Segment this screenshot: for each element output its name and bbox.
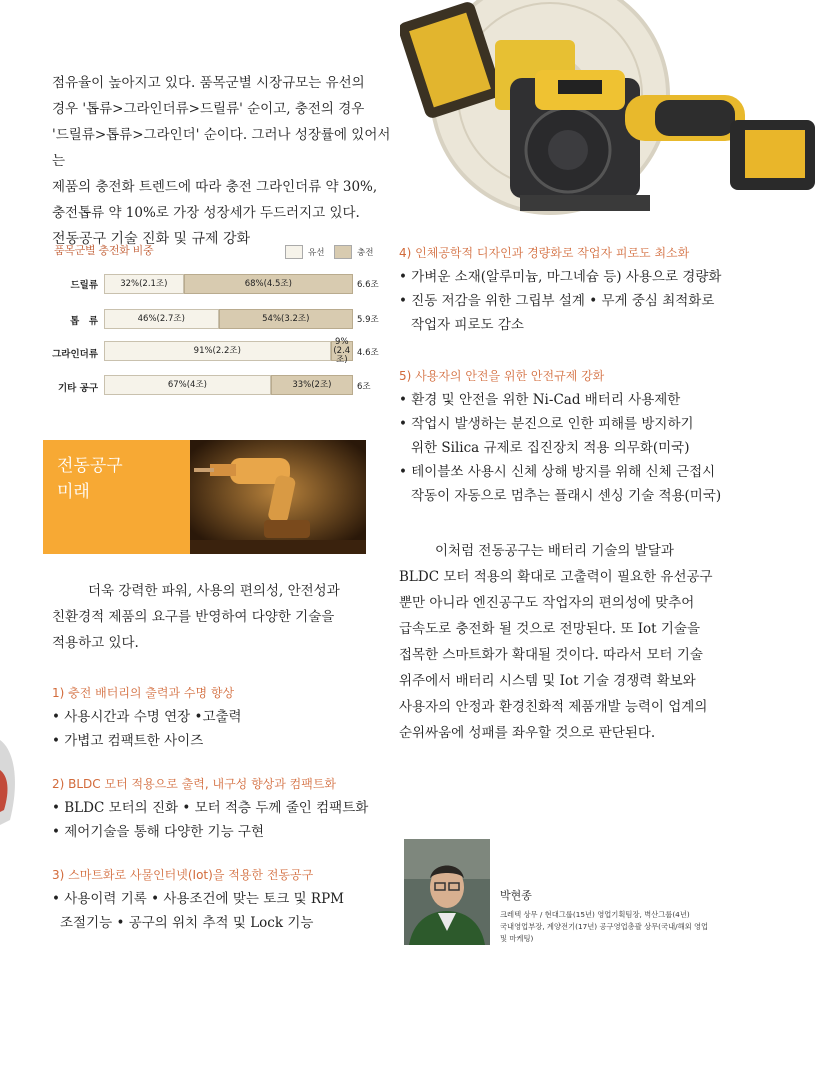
author-desc-line: 크레텍 상무 / 현대그룹(15년) 영업기획팀장, 벽산그룹(4년)	[500, 910, 690, 919]
bar-segment-cordless	[184, 274, 353, 294]
bullet-item: 작동이 자동으로 멈추는 플래시 센싱 기술 적용(미국)	[411, 488, 722, 504]
bar-sublabel: (2.4조)	[333, 345, 351, 365]
right-column	[399, 244, 729, 746]
author-name: 박현종	[500, 889, 532, 902]
intro-line: 충전톱류 약 10%로 가장 성장세가 두드러지고 있다.	[52, 205, 360, 221]
row-total: 5.9조	[357, 315, 379, 325]
row-label: 기타 공구	[57, 383, 98, 394]
row-total: 4.6조	[357, 348, 379, 358]
bar-label: 9%	[335, 336, 349, 347]
bar-segment-cordless	[271, 375, 353, 395]
bar-segment-wired	[104, 341, 331, 361]
legend-wired	[285, 245, 324, 259]
legend-label-wired: 유선	[308, 248, 325, 258]
conclusion-line: 위주에서 배터리 시스템 및 Iot 기술 경쟁력 확보와	[399, 673, 696, 689]
banner-title	[57, 453, 123, 505]
bullet-item: • 작업시 발생하는 분진으로 인한 피해를 방지하기	[399, 416, 694, 432]
row-label: 톱 류	[70, 316, 98, 327]
banner-title-line: 미래	[57, 482, 90, 502]
bullet-item: 위한 Silica 규제로 집진장치 적용 의무화(미국)	[411, 440, 690, 456]
chart-title: 품목군별 충전화 비중	[54, 244, 154, 257]
author-desc-line: 및 마케팅)	[500, 934, 534, 943]
drill-photo	[190, 440, 366, 554]
section-heading: 4) 인체공학적 디자인과 경량화로 작업자 피로도 최소화	[399, 246, 690, 260]
intro-line: 제품의 충전화 트렌드에 따라 충전 그라인더류 약 30%,	[52, 179, 378, 195]
conclusion-line: BLDC 모터 적용의 확대로 고출력이 필요한 유선공구	[399, 569, 713, 585]
conclusion-line: 접목한 스마트화가 확대될 것이다. 따라서 모터 기술	[399, 647, 703, 663]
legend-swatch-cordless	[334, 245, 352, 259]
left-paragraph-line: 친환경적 제품의 요구를 반영하여 다양한 기술을	[52, 609, 335, 625]
author-desc-line: 국내영업부장, 계양전기(17년) 공구영업총괄 상무(국내/해외 영업	[500, 922, 709, 931]
legend-cordless	[334, 245, 373, 259]
intro-line: 경우 '톱류>그라인더류>드릴류' 순이고, 충전의 경우	[52, 101, 365, 117]
author-photo	[404, 839, 490, 945]
bar-label: 33%(2조)	[292, 379, 332, 390]
bar-label: 68%(4.5조)	[244, 278, 292, 289]
bullet-item: • 사용시간과 수명 연장 •고출력	[52, 709, 242, 725]
bullet-item: • 사용이력 기록 • 사용조건에 맞는 토크 및 RPM	[52, 891, 344, 907]
edge-decoration	[0, 730, 20, 830]
bar-segment-cordless	[331, 336, 353, 365]
legend-label-cordless: 충전	[357, 248, 374, 258]
left-column	[52, 578, 382, 935]
bullet-item: • 진동 저감을 위한 그립부 설계 • 무게 중심 최적화로	[399, 293, 715, 309]
author-description	[500, 909, 730, 945]
bar-row	[104, 375, 353, 395]
bullet-item: • 가볍고 컴팩트한 사이즈	[52, 733, 204, 749]
bar-row	[104, 336, 353, 365]
bullet-item: • 테이블쏘 사용시 신체 상해 방지를 위해 신체 근접시	[399, 464, 716, 480]
intro-line: '드릴류>톱류>그라인더' 순이다. 그러나 성장률에 있어서는	[52, 127, 391, 169]
conclusion-line: 이처럼 전동공구는 배터리 기술의 발달과	[435, 543, 674, 559]
intro-subheading: 전동공구 기술 진화 및 규제 강화	[52, 231, 251, 247]
bar-segment-cordless	[219, 309, 353, 329]
section-heading: 3) 스마트화로 사물인터넷(Iot)을 적용한 전동공구	[52, 868, 314, 882]
bar-segment-wired	[104, 274, 184, 294]
conclusion-line: 뿐만 아니라 엔진공구도 작업자의 편의성에 맞추어	[399, 595, 695, 611]
bullet-item: 조절기능 • 공구의 위치 추적 및 Lock 기능	[60, 915, 314, 931]
intro-paragraph	[52, 70, 397, 252]
row-total: 6조	[357, 382, 371, 392]
bar-label: 32%(2.1조)	[120, 278, 168, 289]
bullet-item: • BLDC 모터의 진화 • 모터 적층 두께 줄인 컴팩트화	[52, 800, 369, 816]
intro-line: 점유율이 높아지고 있다. 품목군별 시장규모는 유선의	[52, 75, 365, 91]
banner-title-line: 전동공구	[57, 456, 123, 476]
bar-label: 54%(3.2조)	[262, 313, 310, 324]
bar-segment-wired	[104, 309, 219, 329]
section-heading: 2) BLDC 모터 적용으로 출력, 내구성 향상과 컴팩트화	[52, 777, 337, 791]
conclusion-line: 급속도로 충전화 될 것으로 전망된다. 또 Iot 기술을	[399, 621, 700, 637]
row-label: 드릴류	[70, 280, 98, 291]
bullet-item: • 제어기술을 통해 다양한 기능 구현	[52, 824, 264, 840]
section-heading: 5) 사용자의 안전을 위한 안전규제 강화	[399, 369, 605, 383]
power-tool-photo	[400, 0, 821, 235]
banner-label-box	[43, 440, 190, 554]
bullet-item: 작업자 피로도 감소	[411, 317, 524, 333]
left-paragraph-line: 더욱 강력한 파워, 사용의 편의성, 안전성과	[88, 583, 340, 599]
left-paragraph-line: 적용하고 있다.	[52, 635, 139, 651]
row-label: 그라인더류	[52, 349, 98, 360]
legend-swatch-wired	[285, 245, 303, 259]
bullet-item: • 가벼운 소재(알루미늄, 마그네슘 등) 사용으로 경량화	[399, 269, 722, 285]
bar-row	[104, 309, 353, 329]
conclusion-line: 순위싸움에 성패를 좌우할 것으로 판단된다.	[399, 725, 656, 741]
bullet-item: • 환경 및 안전을 위한 Ni-Cad 배터리 사용제한	[399, 392, 681, 408]
bar-label: 91%(2.2조)	[193, 345, 241, 356]
bar-segment-wired	[104, 375, 271, 395]
bar-label: 67%(4조)	[167, 379, 207, 390]
section-heading: 1) 충전 배터리의 출력과 수명 향상	[52, 686, 235, 700]
bar-row	[104, 274, 353, 294]
row-total: 6.6조	[357, 280, 379, 290]
section-banner	[43, 440, 366, 554]
drill-illustration	[190, 440, 366, 554]
bar-label: 46%(2.7조)	[137, 313, 185, 324]
conclusion-line: 사용자의 안정과 환경친화적 제품개발 능력이 업계의	[399, 699, 708, 715]
